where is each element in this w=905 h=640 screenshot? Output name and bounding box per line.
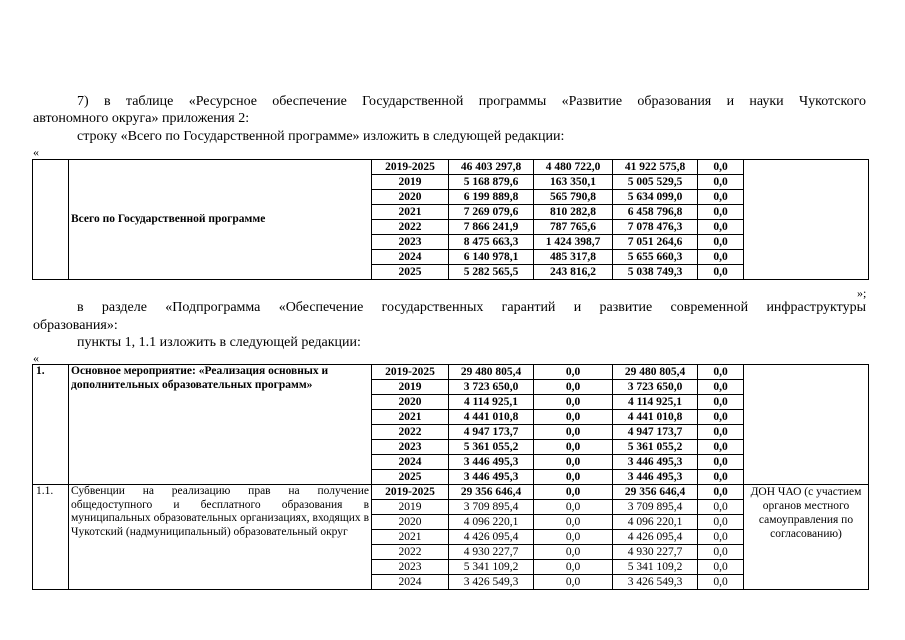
regional-cell: 5 341 109,2 (613, 560, 698, 575)
other-cell: 0,0 (698, 440, 744, 455)
federal-cell: 0,0 (534, 440, 613, 455)
regional-cell: 4 114 925,1 (613, 395, 698, 410)
total-cell: 7 269 079,6 (449, 205, 534, 220)
total-cell: 4 930 227,7 (449, 545, 534, 560)
year-cell: 2025 (372, 265, 449, 280)
subprogram-table (32, 364, 869, 590)
regional-cell: 7 051 264,6 (613, 235, 698, 250)
year-cell: 2020 (372, 190, 449, 205)
total-cell: 5 341 109,2 (449, 560, 534, 575)
other-cell: 0,0 (698, 410, 744, 425)
year-cell: 2020 (372, 515, 449, 530)
number-cell (33, 160, 69, 280)
total-cell: 3 446 495,3 (449, 470, 534, 485)
table-row (33, 365, 869, 380)
total-cell: 4 441 010,8 (449, 410, 534, 425)
item-number: 1.1. (33, 485, 69, 590)
year-cell: 2022 (372, 545, 449, 560)
federal-cell: 0,0 (534, 410, 613, 425)
open-quote-1: « (33, 145, 39, 159)
year-cell: 2024 (372, 250, 449, 265)
year-cell: 2021 (372, 410, 449, 425)
year-cell: 2019-2025 (372, 485, 449, 500)
federal-cell: 810 282,8 (534, 205, 613, 220)
other-cell: 0,0 (698, 160, 744, 175)
total-cell: 46 403 297,8 (449, 160, 534, 175)
year-cell: 2022 (372, 425, 449, 440)
federal-cell: 0,0 (534, 470, 613, 485)
total-cell: 3 709 895,4 (449, 500, 534, 515)
regional-cell: 4 426 095,4 (613, 530, 698, 545)
total-cell: 3 446 495,3 (449, 455, 534, 470)
year-cell: 2021 (372, 205, 449, 220)
total-cell: 5 361 055,2 (449, 440, 534, 455)
total-cell: 4 947 173,7 (449, 425, 534, 440)
item-description: Основное мероприятие: «Реализация основных и дополнительных образовательных программ» (69, 365, 372, 485)
intro-line-3: строку «Всего по Государственной программе» изложить в следующей редакции: (77, 129, 565, 144)
federal-cell: 0,0 (534, 530, 613, 545)
federal-cell: 485 317,8 (534, 250, 613, 265)
federal-cell: 0,0 (534, 455, 613, 470)
other-cell: 0,0 (698, 365, 744, 380)
close-quote-1: »; (857, 286, 867, 300)
year-cell: 2023 (372, 560, 449, 575)
open-quote-2: « (33, 351, 39, 365)
other-cell: 0,0 (698, 560, 744, 575)
other-cell: 0,0 (698, 470, 744, 485)
other-cell: 0,0 (698, 265, 744, 280)
regional-cell: 5 655 660,3 (613, 250, 698, 265)
other-cell: 0,0 (698, 380, 744, 395)
year-cell: 2025 (372, 470, 449, 485)
section-line-2: образования»: (33, 318, 118, 333)
total-label: Всего по Государственной программе (69, 160, 372, 280)
federal-cell: 163 350,1 (534, 175, 613, 190)
total-cell: 4 096 220,1 (449, 515, 534, 530)
regional-cell: 3 446 495,3 (613, 455, 698, 470)
federal-cell: 0,0 (534, 545, 613, 560)
total-cell: 3 426 549,3 (449, 575, 534, 590)
regional-cell: 3 723 650,0 (613, 380, 698, 395)
total-cell: 29 356 646,4 (449, 485, 534, 500)
total-cell: 4 426 095,4 (449, 530, 534, 545)
other-cell: 0,0 (698, 425, 744, 440)
federal-cell: 0,0 (534, 575, 613, 590)
federal-cell: 0,0 (534, 515, 613, 530)
other-cell: 0,0 (698, 175, 744, 190)
regional-cell: 41 922 575,8 (613, 160, 698, 175)
section-line-3: пункты 1, 1.1 изложить в следующей редакции: (77, 335, 361, 350)
item-number: 1. (33, 365, 69, 485)
federal-cell: 1 424 398,7 (534, 235, 613, 250)
federal-cell: 0,0 (534, 485, 613, 500)
total-cell: 7 866 241,9 (449, 220, 534, 235)
year-cell: 2023 (372, 440, 449, 455)
federal-cell: 4 480 722,0 (534, 160, 613, 175)
other-cell: 0,0 (698, 395, 744, 410)
other-cell: 0,0 (698, 455, 744, 470)
federal-cell: 565 790,8 (534, 190, 613, 205)
regional-cell: 4 947 173,7 (613, 425, 698, 440)
responsible-cell: ДОН ЧАО (с участием органов местного самоуправления по согласованию) (744, 485, 869, 590)
regional-cell: 29 480 805,4 (613, 365, 698, 380)
regional-cell: 4 441 010,8 (613, 410, 698, 425)
other-cell: 0,0 (698, 545, 744, 560)
other-cell: 0,0 (698, 220, 744, 235)
table-row (33, 160, 869, 175)
other-cell: 0,0 (698, 250, 744, 265)
federal-cell: 0,0 (534, 395, 613, 410)
year-cell: 2022 (372, 220, 449, 235)
intro-line-1: 7) в таблице «Ресурсное обеспечение Государственной программы «Развитие образования и науки Чукотского (77, 94, 866, 109)
regional-cell: 5 038 749,3 (613, 265, 698, 280)
regional-cell: 7 078 476,3 (613, 220, 698, 235)
total-cell: 5 282 565,5 (449, 265, 534, 280)
regional-cell: 6 458 796,8 (613, 205, 698, 220)
regional-cell: 29 356 646,4 (613, 485, 698, 500)
regional-cell: 4 096 220,1 (613, 515, 698, 530)
federal-cell: 0,0 (534, 365, 613, 380)
total-cell: 3 723 650,0 (449, 380, 534, 395)
total-cell: 29 480 805,4 (449, 365, 534, 380)
responsible-cell (744, 160, 869, 280)
year-cell: 2019 (372, 380, 449, 395)
item-description: Субвенции на реализацию прав на получение общедоступного и бесплатного образования в муниципальных образовательных организациях, входящих в Чукотский (надмуниципальный) образовательный округ (69, 485, 372, 590)
year-cell: 2019 (372, 500, 449, 515)
regional-cell: 4 930 227,7 (613, 545, 698, 560)
federal-cell: 0,0 (534, 560, 613, 575)
year-cell: 2024 (372, 575, 449, 590)
regional-cell: 5 634 099,0 (613, 190, 698, 205)
total-cell: 6 199 889,8 (449, 190, 534, 205)
other-cell: 0,0 (698, 515, 744, 530)
other-cell: 0,0 (698, 575, 744, 590)
other-cell: 0,0 (698, 205, 744, 220)
other-cell: 0,0 (698, 235, 744, 250)
total-program-table (32, 159, 869, 280)
federal-cell: 0,0 (534, 380, 613, 395)
year-cell: 2020 (372, 395, 449, 410)
federal-cell: 787 765,6 (534, 220, 613, 235)
year-cell: 2023 (372, 235, 449, 250)
total-cell: 8 475 663,3 (449, 235, 534, 250)
regional-cell: 3 446 495,3 (613, 470, 698, 485)
year-cell: 2024 (372, 455, 449, 470)
regional-cell: 5 005 529,5 (613, 175, 698, 190)
total-cell: 4 114 925,1 (449, 395, 534, 410)
regional-cell: 5 361 055,2 (613, 440, 698, 455)
regional-cell: 3 426 549,3 (613, 575, 698, 590)
year-cell: 2021 (372, 530, 449, 545)
federal-cell: 0,0 (534, 425, 613, 440)
intro-line-2: автономного округа» приложения 2: (33, 111, 250, 126)
table-row (33, 485, 869, 500)
total-cell: 5 168 879,6 (449, 175, 534, 190)
other-cell: 0,0 (698, 500, 744, 515)
other-cell: 0,0 (698, 530, 744, 545)
other-cell: 0,0 (698, 190, 744, 205)
federal-cell: 243 816,2 (534, 265, 613, 280)
total-cell: 6 140 978,1 (449, 250, 534, 265)
section-line-1: в разделе «Подпрограмма «Обеспечение государственных гарантий и развитие современной инфраструктуры (77, 300, 866, 315)
year-cell: 2019 (372, 175, 449, 190)
responsible-cell (744, 365, 869, 485)
year-cell: 2019-2025 (372, 160, 449, 175)
year-cell: 2019-2025 (372, 365, 449, 380)
federal-cell: 0,0 (534, 500, 613, 515)
regional-cell: 3 709 895,4 (613, 500, 698, 515)
other-cell: 0,0 (698, 485, 744, 500)
